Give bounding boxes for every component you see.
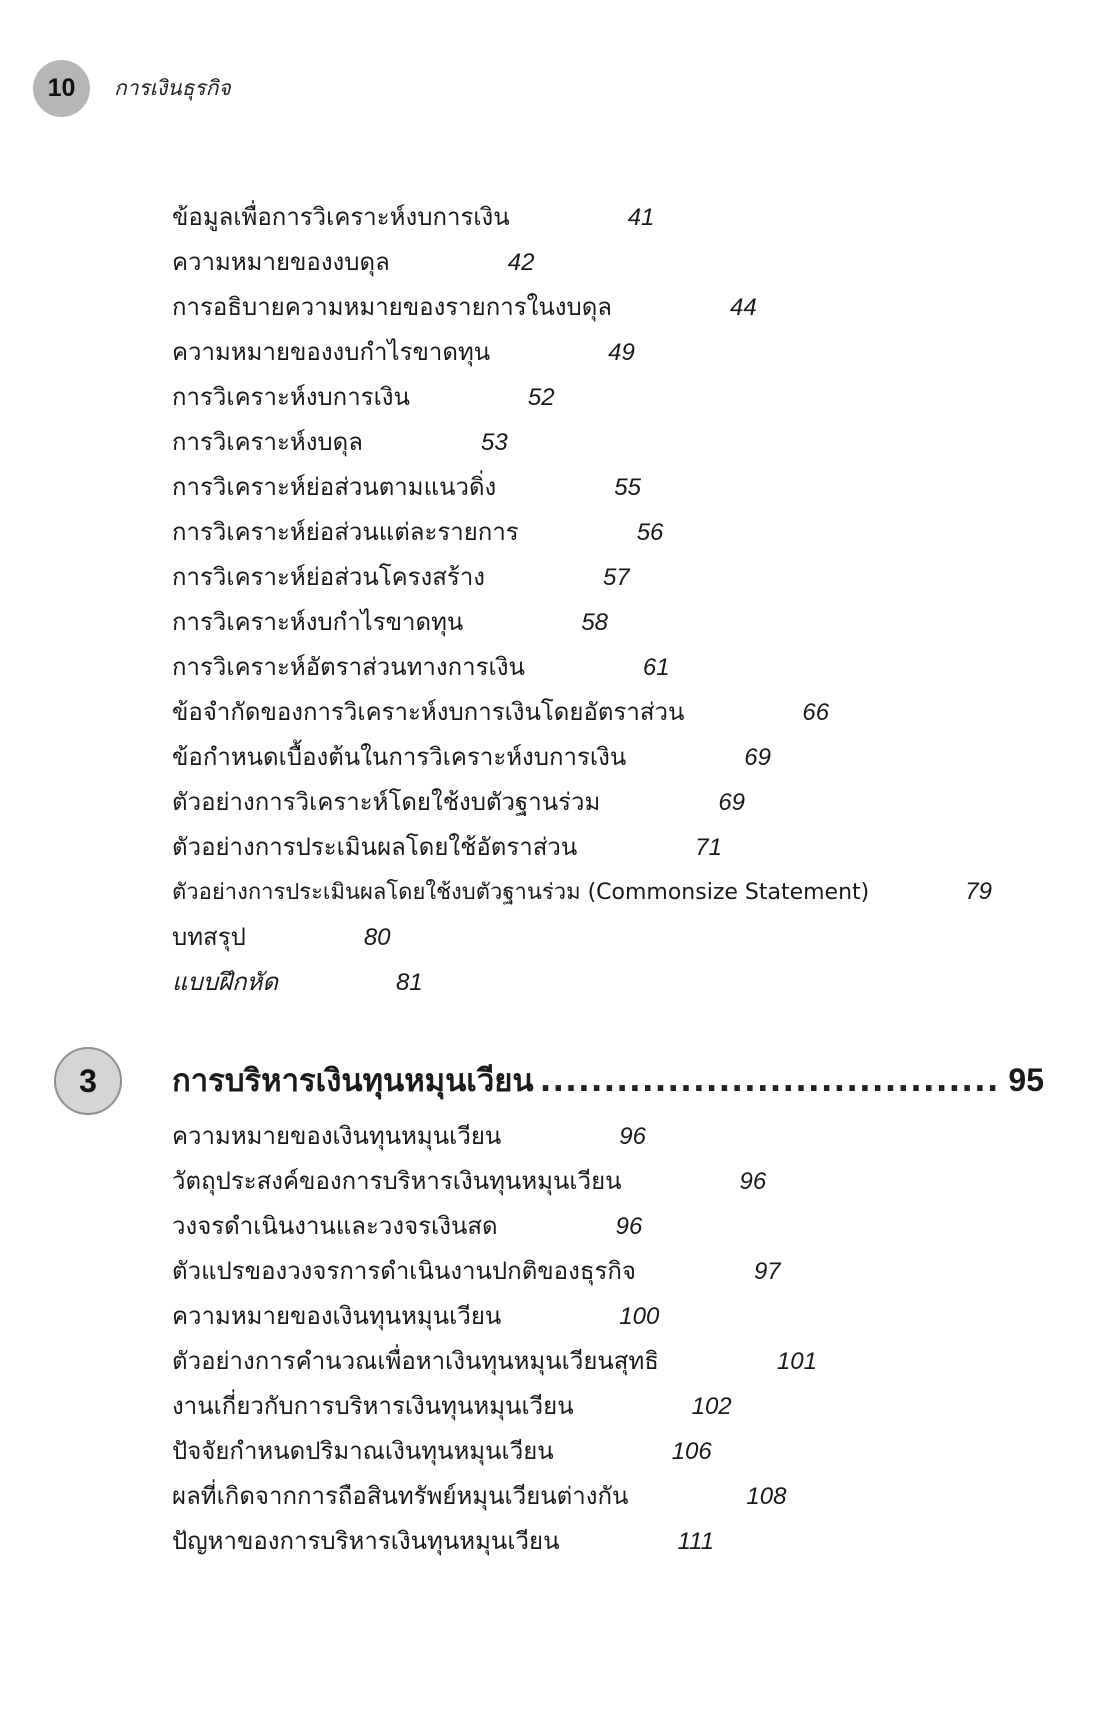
toc-entry-title: ความหมายของเงินทุนหมุนเวียน — [172, 1122, 502, 1150]
chapter-heading — [54, 1047, 1044, 1115]
toc-entry-page: 61 — [642, 654, 670, 681]
toc-entry-page: 42 — [507, 249, 535, 276]
toc-entry-page: 79 — [965, 878, 992, 905]
toc-entry — [172, 197, 654, 237]
toc-entry — [172, 917, 391, 957]
toc-entry-page: 81 — [395, 969, 423, 996]
toc-entry-title: ข้อมูลเพื่อการวิเคราะห์งบการเงิน — [172, 203, 510, 231]
toc-entry — [172, 737, 771, 777]
toc-entry-page: 71 — [695, 834, 722, 861]
toc-entry-page: 96 — [619, 1123, 646, 1150]
toc-entry-title: งานเกี่ยวกับการบริหารเงินทุนหมุนเวียน — [172, 1392, 574, 1420]
toc-entry-title: การวิเคราะห์งบดุล — [172, 428, 363, 456]
toc-entry-title: ผลที่เกิดจากการถือสินทรัพย์หมุนเวียนต่างกัน — [172, 1482, 629, 1510]
page-header — [33, 60, 231, 117]
toc-entry — [172, 467, 641, 507]
toc-entry — [172, 1521, 714, 1561]
toc-entry-page: 57 — [603, 564, 630, 591]
toc-entry — [172, 1206, 642, 1246]
toc-entry-title: แบบฝึกหัด — [172, 968, 278, 996]
toc-entry — [172, 377, 555, 417]
toc-entry-page: 111 — [677, 1528, 714, 1555]
toc-entry-title: ปัญหาของการบริหารเงินทุนหมุนเวียน — [172, 1527, 560, 1555]
toc-entry — [172, 557, 630, 597]
toc-entry-page: 58 — [581, 609, 609, 636]
toc-entry — [172, 647, 670, 687]
toc-entry — [172, 782, 745, 822]
toc-entry-page: 100 — [619, 1303, 660, 1330]
toc-entry-title: ปัจจัยกำหนดปริมาณเงินทุนหมุนเวียน — [172, 1437, 554, 1465]
toc-entry — [172, 287, 757, 327]
toc-entry-title: ตัวอย่างการประเมินผลโดยใช้งบตัวฐานร่วม (Commonsize Statement) — [172, 880, 870, 905]
toc-entry — [172, 1161, 766, 1201]
toc-entry-page: 101 — [776, 1348, 817, 1375]
toc-entry-title: การวิเคราะห์ย่อส่วนตามแนวดิ่ง — [172, 473, 497, 501]
toc-entry-title: การวิเคราะห์ย่อส่วนแต่ละรายการ — [172, 518, 519, 546]
toc-entry-title: การวิเคราะห์อัตราส่วนทางการเงิน — [172, 653, 525, 681]
toc-entry — [172, 1476, 786, 1516]
chapter-title-line — [172, 1055, 1044, 1107]
toc-entry-title: การวิเคราะห์งบกำไรขาดทุน — [172, 608, 464, 636]
toc-entry — [172, 1431, 712, 1471]
toc-entry-title: ความหมายของเงินทุนหมุนเวียน — [172, 1302, 502, 1330]
page-number: 10 — [33, 60, 90, 117]
leader-dots — [540, 1063, 1003, 1099]
toc-entry-page: 106 — [671, 1438, 712, 1465]
running-title: การเงินธุรกิจ — [114, 76, 231, 100]
toc-entry-title: บทสรุป — [172, 923, 246, 951]
toc-entry-page: 102 — [691, 1393, 732, 1420]
toc-entry — [172, 332, 635, 372]
toc-entry-title: ความหมายของงบกำไรขาดทุน — [172, 338, 491, 366]
toc-entry-title: วัตถุประสงค์ของการบริหารเงินทุนหมุนเวียน — [172, 1167, 622, 1195]
toc-entry-title: ความหมายของงบดุล — [172, 248, 390, 276]
toc-entry — [172, 1296, 659, 1336]
toc-entry — [172, 692, 829, 732]
toc-entry-title: การอธิบายความหมายของรายการในงบดุล — [172, 293, 612, 321]
toc-entry-page: 56 — [636, 519, 664, 546]
toc-entry-page: 52 — [527, 384, 555, 411]
toc-entry-title: ตัวแปรของวงจรการดำเนินงานปกติของธุรกิจ — [172, 1257, 636, 1285]
toc-entry — [172, 872, 992, 912]
toc-entry-title: การวิเคราะห์ย่อส่วนโครงสร้าง — [172, 563, 486, 591]
toc-entry-page: 49 — [608, 339, 635, 366]
toc-entry-page: 69 — [744, 744, 771, 771]
toc-entry — [172, 1386, 732, 1426]
toc-entry-page: 53 — [480, 429, 508, 456]
toc-entry — [172, 242, 535, 282]
toc-entry-title: ตัวอย่างการวิเคราะห์โดยใช้งบตัวฐานร่วม — [172, 788, 601, 816]
toc-entry — [172, 1251, 781, 1291]
toc-entry — [172, 512, 663, 552]
chapter-number: 3 — [54, 1047, 122, 1115]
toc-entry-title: ข้อกำหนดเบื้องต้นในการวิเคราะห์งบการเงิน — [172, 743, 627, 771]
toc-entry-title: วงจรดำเนินงานและวงจรเงินสด — [172, 1212, 498, 1240]
chapter-page: 95 — [1008, 1062, 1044, 1098]
toc-entry-title: การวิเคราะห์งบการเงิน — [172, 383, 410, 411]
toc-entry — [172, 827, 722, 867]
toc-entry-page: 80 — [363, 924, 391, 951]
toc-entry-page: 44 — [729, 294, 757, 321]
toc-entry-page: 66 — [802, 699, 830, 726]
toc-entry-page: 55 — [614, 474, 641, 501]
toc-entry-page: 41 — [627, 204, 655, 231]
toc-entry — [172, 1341, 817, 1381]
toc-entry — [172, 1116, 646, 1156]
toc-entry-page: 97 — [753, 1258, 781, 1285]
toc-entry-page: 96 — [615, 1213, 643, 1240]
chapter-title: การบริหารเงินทุนหมุนเวียน — [172, 1063, 534, 1099]
toc-entry — [172, 422, 508, 462]
toc-entry — [172, 962, 423, 1002]
toc-entry-page: 96 — [739, 1168, 767, 1195]
toc-entry-title: ข้อจำกัดของการวิเคราะห์งบการเงินโดยอัตราส่วน — [172, 698, 685, 726]
toc-entry-title: ตัวอย่างการคำนวณเพื่อหาเงินทุนหมุนเวียนสุทธิ — [172, 1347, 659, 1375]
toc-entry-page: 69 — [718, 789, 746, 816]
toc-entry-title: ตัวอย่างการประเมินผลโดยใช้อัตราส่วน — [172, 833, 578, 861]
toc-entry-page: 108 — [746, 1483, 787, 1510]
toc-entry — [172, 602, 608, 642]
